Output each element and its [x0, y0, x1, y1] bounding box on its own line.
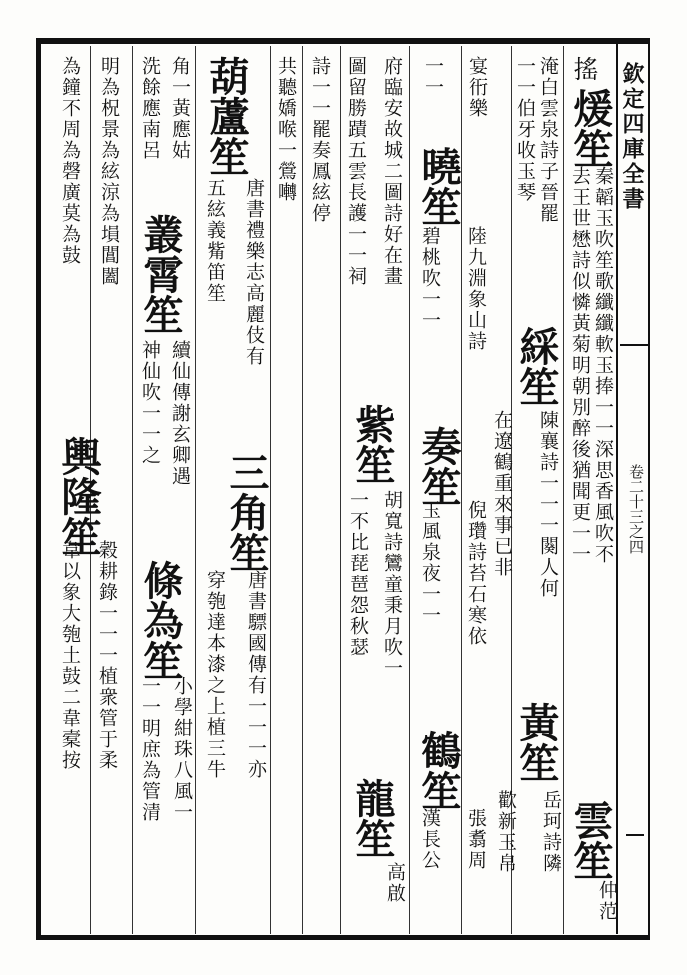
entry-heading: 龍笙: [349, 778, 396, 858]
annotation-text: 唐書驃國傳有一一一亦: [245, 570, 267, 780]
annotation-text: 共聽嬌喉一鶯囀: [275, 56, 297, 203]
annotation-text: 圖留勝蹟五雲長護一一祠: [345, 56, 367, 287]
entry-heading: 煖笙: [567, 88, 614, 168]
entry-heading: 輿隆笙: [55, 436, 102, 556]
fish-tail-mark: [620, 344, 648, 346]
annotation-text: 淹白雲泉詩子晉罷: [537, 56, 559, 224]
annotation-text: 韋以象大匏土鼓二韋槖按: [59, 540, 81, 771]
annotation-text: 穿匏達本漆之上植三牛: [204, 570, 226, 780]
book-title: 欽定四庫全書: [619, 62, 645, 212]
annotation-text: 一一: [422, 56, 444, 98]
entry-heading: 葫蘆笙: [203, 56, 250, 176]
entry-heading: 叢霄笙: [137, 214, 184, 334]
annotation-text: 岳珂詩隣: [540, 790, 562, 874]
column-divider: [302, 46, 303, 934]
annotation-text: 歡新玉帛: [495, 790, 517, 874]
column-divider: [195, 46, 196, 934]
column-divider: [132, 46, 133, 934]
annotation-text: 詩一一罷奏鳳絃停: [309, 56, 331, 224]
entry-heading: 三角笙: [223, 452, 270, 572]
annotation-text: 一一伯牙收玉琴: [514, 56, 536, 203]
entry-heading: 奏笙: [415, 426, 462, 506]
annotation-text: 碧桃吹一一: [419, 226, 441, 331]
annotation-text: 倪瓚詩苔石寒依: [465, 500, 487, 647]
entry-heading: 雲笙: [567, 800, 614, 880]
annotation-text: 漢長公: [419, 808, 441, 871]
annotation-text: 唐書禮樂志高麗伎有: [243, 178, 265, 367]
fish-tail-mark-lower: [626, 834, 644, 836]
annotation-text: 張翥周: [465, 808, 487, 871]
annotation-text: 陸九淵象山詩: [465, 226, 487, 352]
annotation-text: 一一明庶為管清: [139, 676, 161, 823]
annotation-text: 洗餘應南呂: [139, 56, 161, 161]
volume-number: 卷二十三之四: [627, 464, 645, 554]
column-divider: [270, 46, 271, 934]
annotation-text: 為鐘不周為磬廣莫為鼓: [59, 56, 81, 266]
entry-heading: 綵笙: [513, 326, 560, 406]
annotation-text: 宴衎樂: [466, 56, 488, 119]
entry-heading: 條為笙: [137, 560, 184, 680]
annotation-text: 玉風泉夜一一: [419, 500, 441, 626]
annotation-text: 續仙傳謝玄卿遇: [169, 340, 191, 487]
annotation-text: 角一黃應姑: [169, 56, 191, 161]
column-divider: [563, 46, 564, 934]
annotation-text: 五絃義觜笛笙: [204, 178, 226, 304]
annotation-text: 在遼鶴重來事已非: [491, 410, 513, 578]
column-divider: [340, 46, 341, 934]
column-divider: [409, 46, 410, 934]
annotation-text: 去王世懋詩似憐黃菊明朝別醉後猶聞更一一: [569, 166, 591, 565]
annotation-text: 明為柷景為絃涼為塤閶闔: [98, 56, 120, 287]
annotation-text: 神仙吹一一之: [139, 340, 161, 466]
annotation-text: 小學紺珠八風一: [171, 676, 193, 823]
entry-heading: 黃笙: [513, 702, 560, 782]
entry-heading: 曉笙: [415, 146, 462, 226]
annotation-text: 府臨安故城二圖詩好在畫: [381, 56, 403, 287]
annotation-text: 胡寬詩鸞童秉月吹一: [381, 490, 403, 679]
text-column: 搖: [570, 56, 599, 85]
annotation-text: 陳襄詩一一一闋人何: [537, 410, 559, 599]
page-margin-banner: [616, 44, 648, 934]
annotation-text: 秦韜玉吹笙歌纖纖軟玉捧一一深思香風吹不: [592, 166, 614, 565]
entry-heading: 鶴笙: [415, 730, 462, 810]
annotation-text: 仲范: [596, 880, 618, 922]
annotation-text: 穀耕錄一一一植衆管于柔: [96, 540, 118, 771]
annotation-text: 一不比琵琶怨秋瑟: [347, 490, 369, 658]
annotation-text: 高啟: [384, 862, 406, 904]
entry-heading: 紫笙: [349, 404, 396, 484]
